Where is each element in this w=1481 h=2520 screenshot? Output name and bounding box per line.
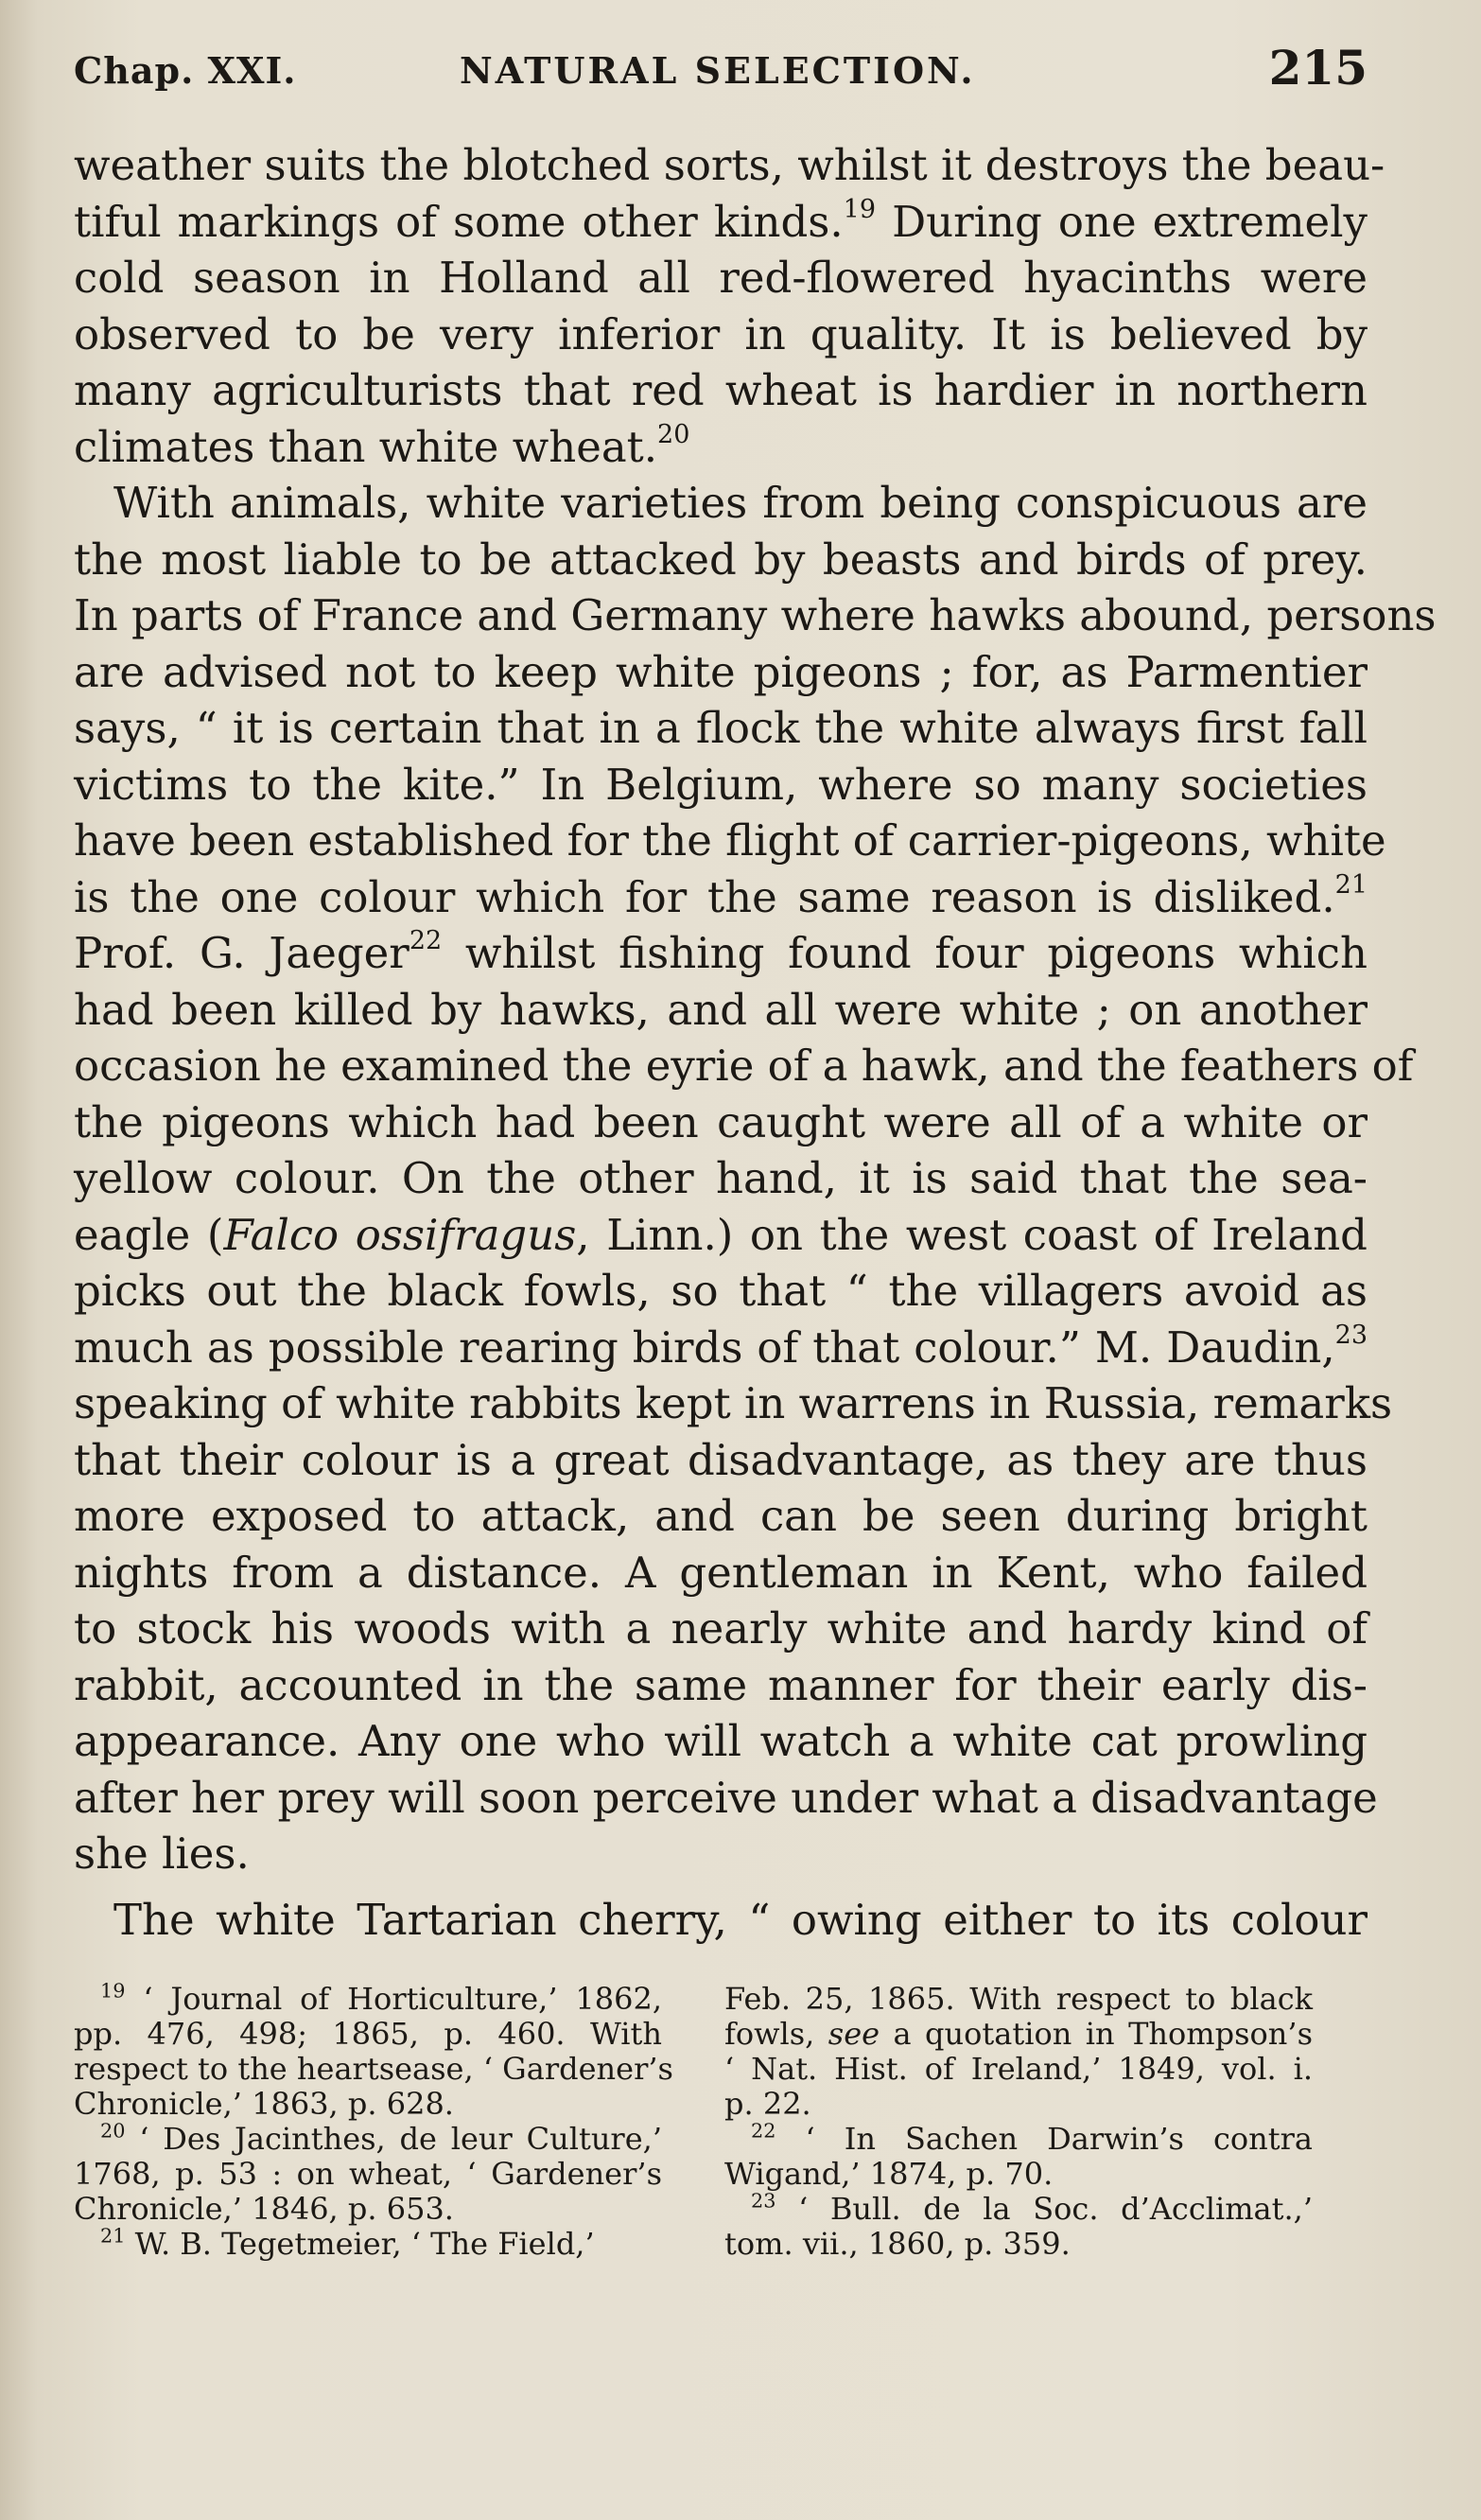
- footnotes-left-column: [74, 1979, 673, 2262]
- footnote-line: $^{21}$ W. B. Tegetmeier, ‘ The Field,’: [100, 2224, 595, 2262]
- text-line: climates than white wheat.$^{20}$: [74, 419, 690, 472]
- text-line: speaking of white rabbits kept in warrens in Russia, remarks: [74, 1378, 1393, 1428]
- footnote-line: p. 22.: [724, 2086, 811, 2122]
- text-line: tiful markings of some other kinds.$^{19}$ During one extremely: [74, 194, 1368, 247]
- footnote-line: 1768, p. 53 : on wheat, ‘ Gardener’s: [74, 2156, 662, 2192]
- text-line: more exposed to attack, and can be seen during bright: [74, 1491, 1368, 1541]
- text-line: occasion he examined the eyrie of a hawk, and the feathers of: [74, 1041, 1414, 1091]
- text-line: after her prey will soon perceive under what a disadvantage: [74, 1772, 1378, 1823]
- italic-species-name: Falco ossifragus: [223, 1209, 577, 1260]
- footnote-ref: 19: [843, 194, 877, 224]
- text-line: observed to be very inferior in quality. It is believed by: [74, 308, 1368, 359]
- footnote-number: 22: [751, 2119, 776, 2143]
- text-line: rabbit, accounted in the same manner for their early dis-: [74, 1659, 1368, 1710]
- text-line: victims to the kite.” In Belgium, where so many societies: [74, 759, 1368, 810]
- text-line: cold season in Holland all red-flowered hyacinths were: [74, 253, 1368, 303]
- footnotes-right-column: [724, 1982, 1313, 2262]
- text-line: the most liable to be attacked by beasts and birds of prey.: [74, 534, 1368, 585]
- text-line: says, “ it is certain that in a flock the white always first fall: [74, 703, 1368, 753]
- text-line: are advised not to keep white pigeons ; for, as Parmentier: [74, 646, 1368, 697]
- text-line: In parts of France and Germany where hawks abound, persons: [74, 590, 1437, 640]
- text-line: eagle (Falco ossifragus, Linn.) on the west coast of Ireland: [74, 1209, 1368, 1260]
- footnote-line: Wigand,’ 1874, p. 70.: [724, 2156, 1054, 2192]
- text-line: picks out the black fowls, so that “ the villagers avoid as: [74, 1266, 1368, 1316]
- footnote-ref: 22: [409, 925, 443, 955]
- footnote-line: fowls, see a quotation in Thompson’s: [724, 2016, 1314, 2052]
- text-line: Prof. G. Jaeger$^{22}$ whilst fishing found four pigeons which: [74, 925, 1368, 978]
- text-line: The white Tartarian cherry, “ owing either to its colour: [113, 1894, 1368, 1945]
- text-line: nights from a distance. A gentleman in Kent, who failed: [74, 1547, 1368, 1598]
- footnote-number: 21: [100, 2224, 126, 2248]
- text-line: With animals, white varieties from being conspicuous are: [113, 478, 1368, 528]
- footnote-line: Feb. 25, 1865. With respect to black: [724, 1981, 1313, 2017]
- text-line: much as possible rearing birds of that colour.” M. Daudin,$^{23}$: [74, 1320, 1368, 1373]
- footnote-line: tom. vii., 1860, p. 359.: [724, 2226, 1071, 2262]
- text-line: appearance. Any one who will watch a white cat prowling: [74, 1716, 1368, 1766]
- footnote-line: Chronicle,’ 1863, p. 628.: [74, 2086, 454, 2122]
- footnote-line: $^{22}$ ‘ In Sachen Darwin’s contra: [751, 2119, 1313, 2157]
- page-number: 215: [1268, 40, 1368, 96]
- text-line: had been killed by hawks, and all were white ; on another: [74, 984, 1368, 1035]
- footnote-number: 20: [100, 2119, 126, 2143]
- text-line: weather suits the blotched sorts, whilst it destroys the beau-: [74, 140, 1385, 190]
- footnote-ref: 20: [657, 419, 690, 449]
- text-line: have been established for the flight of carrier-pigeons, white: [74, 815, 1386, 866]
- footnote-line: $^{23}$ ‘ Bull. de la Soc. d’Acclimat.,’: [751, 2189, 1313, 2227]
- text-line: that their colour is a great disadvantage, as they are thus: [74, 1434, 1368, 1485]
- footnotes: [74, 1979, 1388, 2322]
- text-line: is the one colour which for the same reason is disliked.$^{21}$: [74, 869, 1368, 922]
- footnote-line: Chronicle,’ 1846, p. 653.: [74, 2191, 454, 2227]
- running-header: [74, 40, 1368, 96]
- footnote-line: ‘ Nat. Hist. of Ireland,’ 1849, vol. i.: [724, 2051, 1313, 2087]
- footnote-line: $^{20}$ ‘ Des Jacinthes, de leur Culture,’: [100, 2119, 662, 2157]
- footnote-ref: 21: [1334, 869, 1368, 900]
- text-line: to stock his woods with a nearly white and hardy kind of: [74, 1603, 1368, 1654]
- footnote-line: pp. 476, 498; 1865, p. 460. With: [74, 2016, 662, 2052]
- text-line: she lies.: [74, 1829, 250, 1879]
- running-title: NATURAL SELECTION.: [460, 49, 976, 92]
- chapter-label: Chap. XXI.: [74, 49, 297, 92]
- text-line: many agriculturists that red wheat is hardier in northern: [74, 365, 1368, 415]
- body-text: [74, 137, 1437, 1948]
- footnote-line: $^{19}$ ‘ Journal of Horticulture,’ 1862,: [100, 1979, 662, 2017]
- footnote-number: 23: [751, 2189, 776, 2213]
- text-line: the pigeons which had been caught were all of a white or: [74, 1096, 1368, 1147]
- footnote-number: 19: [100, 1979, 126, 2003]
- text-line: yellow colour. On the other hand, it is said that the sea-: [74, 1153, 1368, 1203]
- footnote-line: respect to the heartsease, ‘ Gardener’s: [74, 2051, 673, 2087]
- footnote-ref: 23: [1334, 1320, 1368, 1350]
